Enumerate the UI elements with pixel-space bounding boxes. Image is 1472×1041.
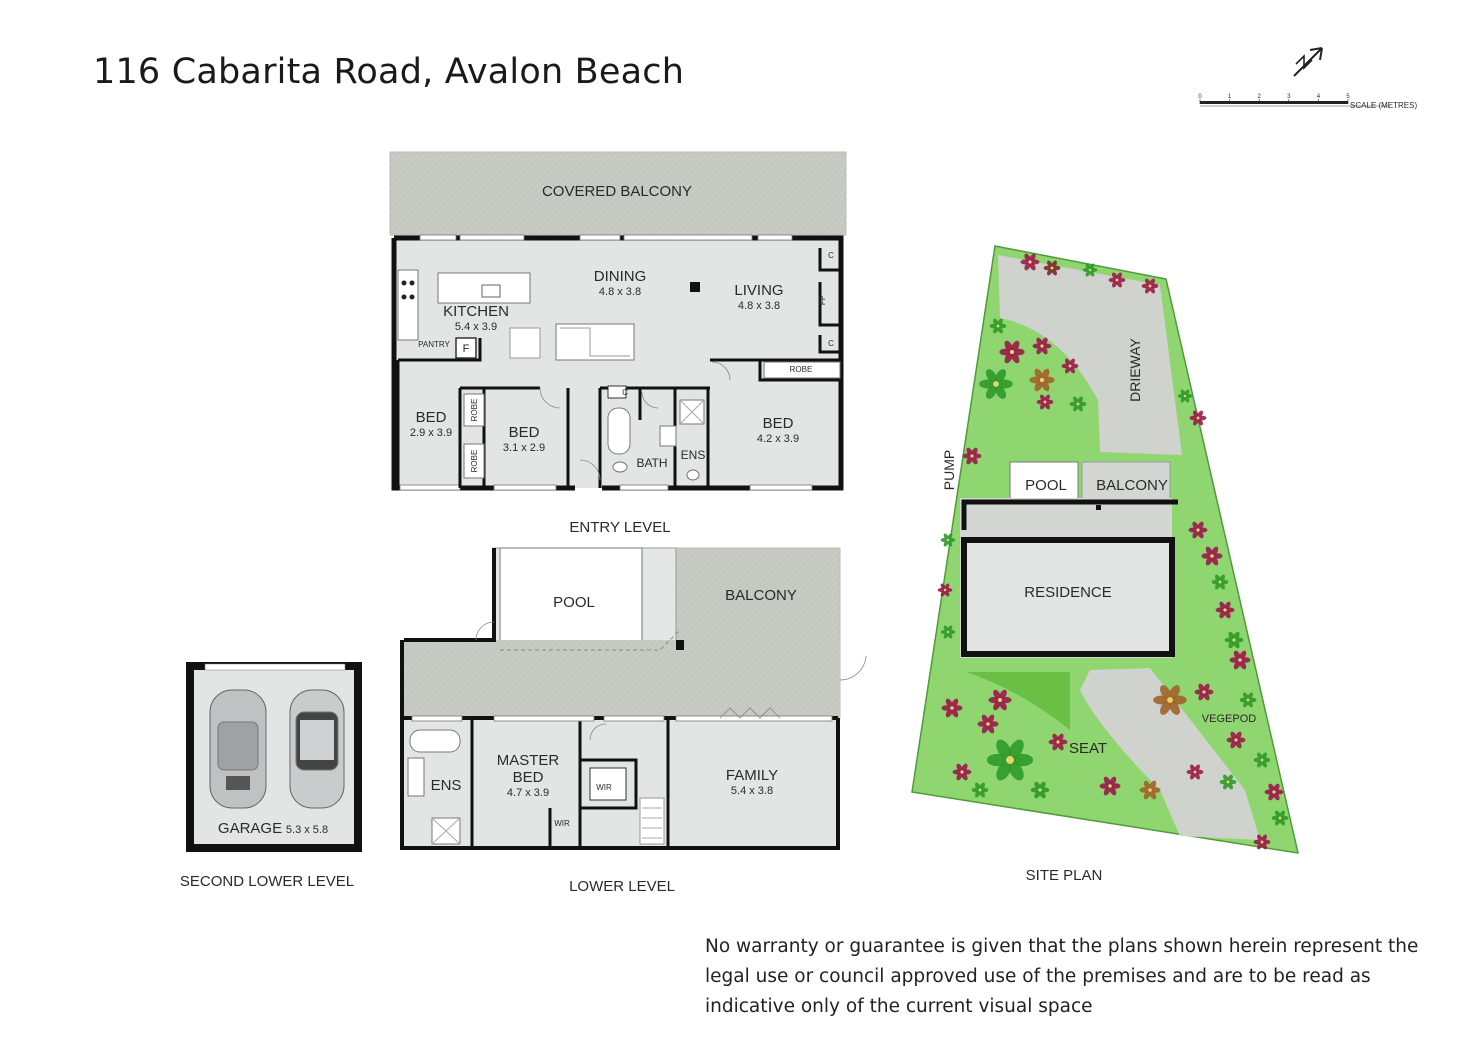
wir-label-2: WIR: [554, 819, 570, 828]
bed3-size: 4.2 x 3.9: [756, 433, 800, 445]
master-bed-label-2: BED: [512, 769, 544, 786]
family-size: 5.4 x 3.8: [730, 785, 774, 797]
site-pool-label: POOL: [1025, 477, 1067, 494]
car-icon: [290, 690, 344, 808]
garage-label: GARAGE: [217, 820, 283, 837]
scale-tick-label: 2: [1257, 94, 1261, 100]
site-balcony-label: BALCONY: [1096, 477, 1168, 494]
site-seat-label: SEAT: [1068, 740, 1108, 757]
car-icon: [210, 690, 266, 808]
site-residence-label: RESIDENCE: [1024, 584, 1112, 601]
bed1-label: BED: [415, 409, 447, 426]
bed2-label: BED: [508, 424, 540, 441]
lower-balcony-label: BALCONY: [725, 587, 797, 604]
fireplace-label: FP: [818, 294, 827, 306]
bed3-label: BED: [762, 415, 794, 432]
scale-unit-label: SCALE (METRES): [1350, 101, 1418, 110]
covered-balcony-label: COVERED BALCONY: [541, 183, 693, 200]
scale-tick-label: 0: [1198, 94, 1202, 100]
bed2-size: 3.1 x 2.9: [502, 442, 546, 454]
scale-tick-label: 5: [1346, 94, 1350, 100]
scale-tick-label: 1: [1227, 94, 1232, 100]
bath-label: BATH: [636, 456, 668, 470]
living-size: 4.8 x 3.8: [737, 300, 781, 312]
scale-bar: [1198, 94, 1417, 110]
site-plan-label: SITE PLAN: [1025, 867, 1103, 884]
site-plan: [912, 246, 1298, 853]
scale-tick-label: 3: [1287, 94, 1291, 100]
wir-label-1: WIR: [596, 783, 612, 792]
site-driveway-label: DRIEWAY: [1127, 338, 1143, 402]
second-lower-level-label: SECOND LOWER LEVEL: [179, 873, 355, 890]
master-bed-label-1: MASTER: [496, 752, 560, 769]
bed1-size: 2.9 x 3.9: [409, 427, 453, 439]
robe-label-2: ROBE: [470, 449, 479, 473]
garage-size: 5.3 x 5.8: [285, 824, 329, 836]
page-title: 116 Cabarita Road, Avalon Beach: [93, 52, 685, 92]
cupboard-label-1: C: [828, 251, 834, 260]
dining-size: 4.8 x 3.8: [598, 286, 642, 298]
lower-level-label: LOWER LEVEL: [569, 878, 675, 895]
kitchen-size: 5.4 x 3.9: [454, 321, 498, 333]
living-label: LIVING: [734, 282, 784, 299]
robe-label-3: ROBE: [789, 365, 813, 374]
dining-label: DINING: [593, 268, 647, 285]
scale-tick-label: 4: [1316, 94, 1321, 100]
lower-pool-label: POOL: [553, 594, 595, 611]
site-vegepod-label: VEGEPOD: [1201, 713, 1257, 725]
cupboard-label-2: C: [828, 339, 834, 348]
kitchen-label: KITCHEN: [443, 303, 509, 320]
site-pump-label: PUMP: [941, 449, 957, 491]
master-bed-size: 4.7 x 3.9: [506, 787, 550, 799]
entry-level-label: ENTRY LEVEL: [569, 519, 671, 536]
family-label: FAMILY: [725, 767, 779, 784]
fridge-label: F: [462, 343, 470, 355]
cupboard-label-3: C: [622, 388, 628, 397]
ensuite-label: ENS: [680, 448, 706, 462]
pantry-label: PANTRY: [418, 340, 450, 349]
robe-label-1: ROBE: [470, 398, 479, 422]
north-arrow-icon: [1294, 48, 1322, 76]
disclaimer-text: No warranty or guarantee is given that the plans shown herein represent the legal use or council approved use of the premises and are to be read as indicative only of the current visual space: [705, 936, 1419, 1017]
lower-ensuite-label: ENS: [430, 777, 462, 794]
